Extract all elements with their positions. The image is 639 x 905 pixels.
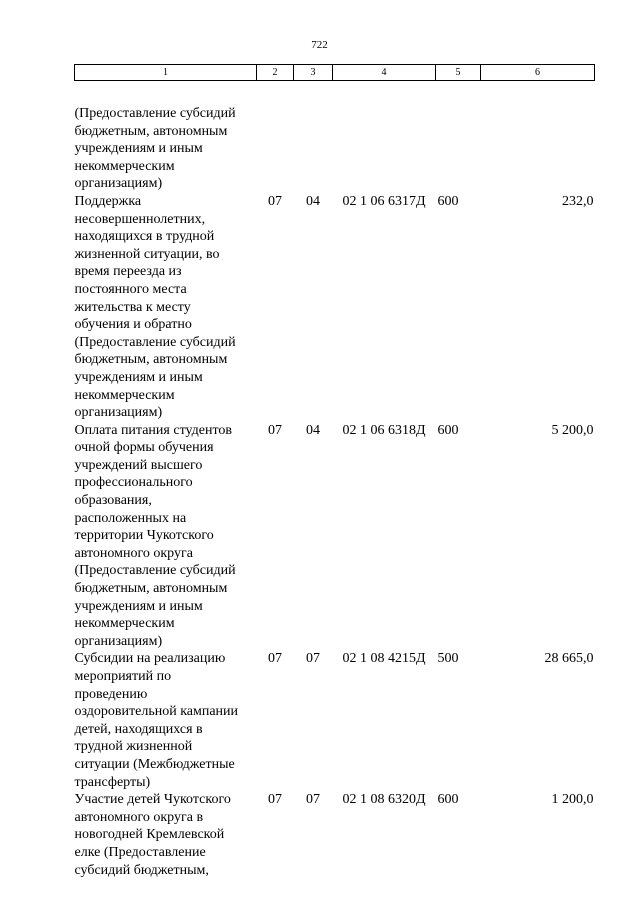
expense-name <box>75 422 257 651</box>
target-article-code: 02 1 08 6320Д <box>342 792 426 808</box>
expense-type-code: 500 <box>437 651 459 667</box>
name-line: жизненной ситуации, во <box>74 246 220 262</box>
name-line: бюджетным, автономным <box>74 123 228 139</box>
amount-value: 1 200,0 <box>551 792 594 808</box>
name-line: (Предоставление субсидий <box>74 106 236 121</box>
name-line: организациям) <box>74 176 163 192</box>
column-number-row <box>75 65 595 81</box>
amount-value: 28 665,0 <box>544 651 594 667</box>
column-header-5: 5 <box>436 65 481 81</box>
expense-type-code: 600 <box>437 792 459 808</box>
name-line: трудной жизненной <box>74 739 193 755</box>
expense-name <box>75 791 257 879</box>
name-line: профессионального <box>74 475 193 491</box>
name-line: Оплата питания студентов <box>74 422 232 438</box>
name-line: некоммерческим <box>74 158 175 174</box>
name-line: Субсидии на реализацию <box>74 651 226 667</box>
name-line: бюджетным, автономным <box>74 581 228 597</box>
table-row <box>75 193 595 422</box>
name-line: находящихся в трудной <box>74 229 215 245</box>
name-line: время переезда из <box>74 264 182 280</box>
name-line: трансферты) <box>74 774 151 790</box>
section-code: 07 <box>268 422 282 438</box>
name-line: оздоровительной кампании <box>74 704 239 720</box>
table-row <box>75 791 595 879</box>
column-header-6: 6 <box>481 65 595 81</box>
target-article-code: 02 1 08 4215Д <box>342 651 426 667</box>
subsection-code: 04 <box>306 193 320 209</box>
table-row <box>75 422 595 651</box>
column-header-1: 1 <box>75 65 257 81</box>
name-line: несовершеннолетних, <box>74 211 206 227</box>
name-line: автономного округа в <box>74 809 204 825</box>
amount-value: 5 200,0 <box>551 422 594 438</box>
target-article-code: 02 1 06 6318Д <box>342 422 426 438</box>
name-line: постоянного места <box>74 281 187 297</box>
column-header-2: 2 <box>257 65 294 81</box>
subsection-code: 04 <box>306 422 320 438</box>
name-line: обучения и обратно <box>74 317 192 333</box>
name-line: бюджетным, автономным <box>74 352 228 368</box>
name-line: учреждениям и иным <box>74 369 203 385</box>
name-line: очной формы обучения <box>74 440 214 456</box>
expense-type-code: 600 <box>437 422 459 438</box>
expense-name <box>75 650 257 791</box>
name-line: расположенных на <box>74 510 187 526</box>
name-line: ситуации (Межбюджетные <box>74 756 235 772</box>
continuation-text <box>75 105 257 193</box>
expense-type-code: 600 <box>437 193 459 209</box>
section-code: 07 <box>268 193 282 209</box>
name-line: организациям) <box>74 633 163 649</box>
column-header-3: 3 <box>294 65 333 81</box>
target-article-code: 02 1 06 6317Д <box>342 193 426 209</box>
name-line: детей, находящихся в <box>74 721 203 737</box>
name-line: Поддержка <box>74 193 142 209</box>
name-line: жительства к месту <box>74 299 191 315</box>
section-code: 07 <box>268 792 282 808</box>
budget-table <box>74 64 595 879</box>
name-line: (Предоставление субсидий <box>74 563 236 579</box>
name-line: проведению <box>74 686 148 702</box>
amount-value: 232,0 <box>562 193 594 209</box>
name-line: (Предоставление субсидий <box>74 334 236 350</box>
name-line: учреждениям и иным <box>74 141 203 157</box>
subsection-code: 07 <box>306 792 320 808</box>
name-line: Участие детей Чукотского <box>74 792 231 808</box>
expense-name <box>75 193 257 422</box>
table-row <box>75 650 595 791</box>
name-line: мероприятий по <box>74 669 172 684</box>
subsection-code: 07 <box>306 651 320 667</box>
name-line: субсидий бюджетным, <box>74 862 209 878</box>
name-line: организациям) <box>74 405 163 421</box>
continuation-row <box>75 105 595 193</box>
name-line: учреждениям и иным <box>74 598 203 614</box>
name-line: автономного округа <box>74 545 193 561</box>
column-header-4: 4 <box>333 65 436 81</box>
name-line: территории Чукотского <box>74 528 214 544</box>
name-line: елке (Предоставление <box>74 844 206 860</box>
section-code: 07 <box>268 651 282 667</box>
header-gap <box>75 81 595 106</box>
name-line: некоммерческим <box>74 387 175 403</box>
page-number: 722 <box>311 39 328 51</box>
name-line: образования, <box>74 493 152 509</box>
name-line: некоммерческим <box>74 616 175 632</box>
name-line: новогодней Кремлевской <box>74 827 225 843</box>
name-line: учреждений высшего <box>74 457 203 473</box>
